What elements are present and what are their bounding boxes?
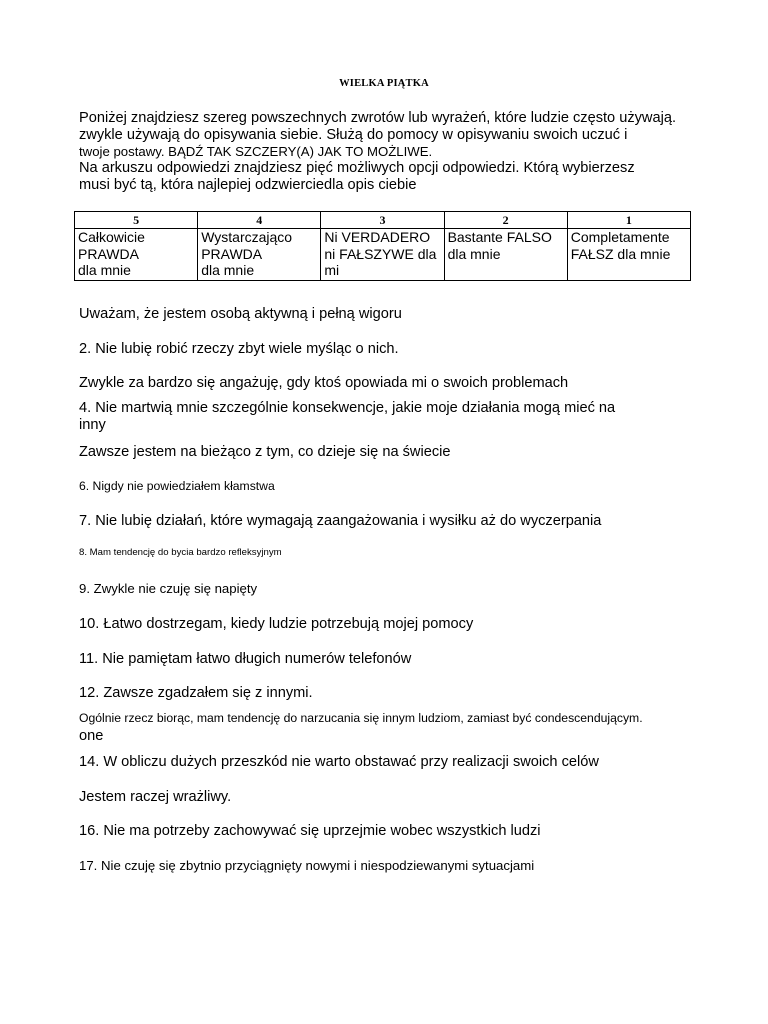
statement-item: 9. Zwykle nie czuję się napięty: [79, 581, 258, 596]
statement-item: Zwykle za bardzo się angażuję, gdy ktoś opowiada mi o swoich problemach: [79, 375, 569, 391]
scale-header-3: 3: [321, 212, 444, 229]
statement-item: 6. Nigdy nie powiedziałem kłamstwa: [79, 479, 275, 493]
statement-item: 17. Nie czuję się zbytnio przyciągnięty nowymi i niespodziewanymi sytuacjami: [79, 858, 535, 873]
scale-header-row: [75, 212, 691, 229]
statement-item: 14. W obliczu dużych przeszkód nie warto obstawać przy realizacji swoich celów: [79, 754, 599, 770]
scale-label-5: Całkowicie PRAWDA dla mnie: [75, 229, 198, 281]
statement-item: Ogólnie rzecz biorąc, mam tendencję do narzucania się innym ludziom, zamiast być condescendującym.: [79, 711, 643, 725]
statement-item: Uważam, że jestem osobą aktywną i pełną wigoru: [79, 306, 402, 322]
scale-label-1: Completamente FAŁSZ dla mnie: [567, 229, 690, 281]
statement-item: 7. Nie lubię działań, które wymagają zaangażowania i wysiłku aż do wyczerpania: [79, 513, 602, 529]
intro-line: musi być tą, która najlepiej odzwierciedla opis ciebie: [79, 177, 417, 194]
statement-item: 16. Nie ma potrzeby zachowywać się uprzejmie wobec wszystkich ludzi: [79, 823, 541, 839]
statement-item: Jestem raczej wrażliwy.: [79, 789, 232, 805]
scale-header-2: 2: [444, 212, 567, 229]
intro-line: zwykle używają do opisywania siebie. Służą do pomocy w opisywaniu swoich uczuć i: [79, 126, 628, 143]
intro-line: Na arkuszu odpowiedzi znajdziesz pięć możliwych opcji odpowiedzi. Którą wybierzesz: [79, 160, 635, 177]
answer-scale-table: [74, 211, 691, 281]
statement-item: 10. Łatwo dostrzegam, kiedy ludzie potrzebują mojej pomocy: [79, 616, 474, 632]
document-title: WIELKA PIĄTKA: [339, 78, 429, 89]
intro-line: Poniżej znajdziesz szereg powszechnych zwrotów lub wyrażeń, które ludzie często używają.: [79, 110, 676, 126]
scale-label-4: Wystarczająco PRAWDA dla mnie: [198, 229, 321, 281]
statement-item: 11. Nie pamiętam łatwo długich numerów telefonów: [79, 651, 412, 667]
statement-item: 12. Zawsze zgadzałem się z innymi.: [79, 685, 313, 701]
scale-label-row: [75, 229, 691, 281]
scale-label-3: Ni VERDADERO ni FAŁSZYWE dla mi: [321, 229, 444, 281]
statement-item: 8. Mam tendencję do bycia bardzo refleksyjnym: [79, 547, 282, 558]
statement-item: 2. Nie lubię robić rzeczy zbyt wiele myśląc o nich.: [79, 341, 399, 357]
statement-item: Zawsze jestem na bieżąco z tym, co dzieje się na świecie: [79, 444, 451, 460]
statement-item: 4. Nie martwią mnie szczególnie konsekwencje, jakie moje działania mogą mieć na inny: [79, 400, 616, 433]
scale-header-1: 1: [567, 212, 690, 229]
intro-paragraph: [79, 110, 719, 194]
scale-header-4: 4: [198, 212, 321, 229]
intro-line: twoje postawy. BĄDŹ TAK SZCZERY(A) JAK TO MOŻLIWE.: [79, 143, 433, 159]
scale-header-5: 5: [75, 212, 198, 229]
statement-item: one: [79, 728, 104, 744]
scale-label-2: Bastante FALSO dla mnie: [444, 229, 567, 281]
